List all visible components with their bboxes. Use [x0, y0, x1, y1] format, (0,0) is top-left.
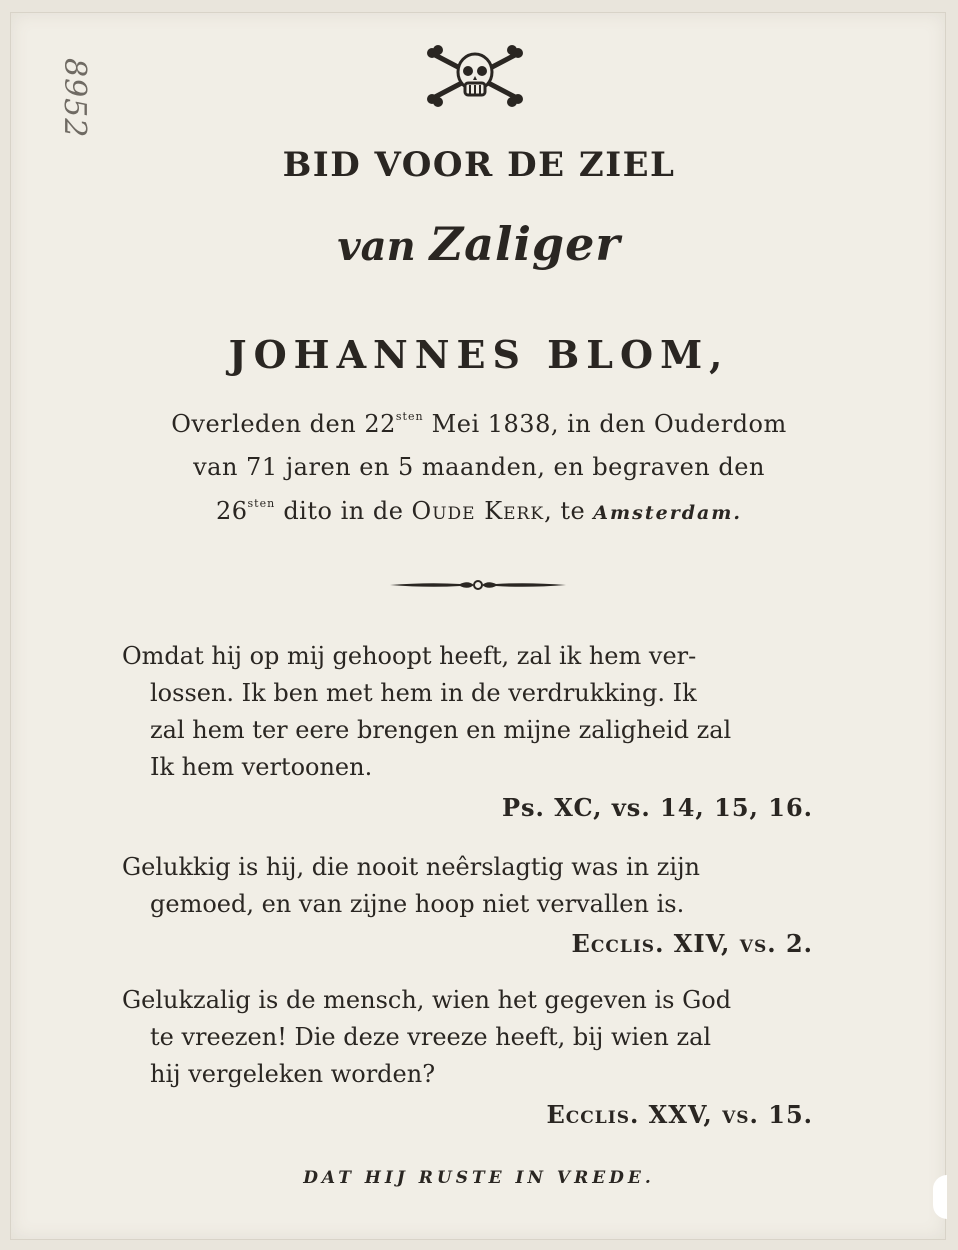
burial-post: , te [544, 497, 594, 525]
burial-date-pre: 26 [215, 497, 248, 525]
verse-1-reference: Ps. XC, vs. 14, 15, 16. [502, 793, 813, 822]
verse-2 [122, 849, 822, 923]
deceased-name: JOHANNES BLOM, [228, 332, 730, 377]
death-date-post: Mei 1838, in den Ouderdom [423, 410, 787, 438]
burial-date-sup: sten [247, 497, 276, 510]
van-word: van [337, 223, 416, 270]
verse-line: zal hem ter eere brengen en mijne zaligheid zal [150, 716, 732, 744]
city-name: Amsterdam. [593, 502, 743, 524]
inventory-number: 8952 [57, 58, 92, 139]
card-heading: BID VOOR DE ZIEL [282, 145, 676, 185]
verse-line: gemoed, en van zijne hoop niet vervallen is. [150, 890, 685, 918]
death-notice-line-3 [0, 497, 958, 525]
verse-line: Gelukkig is hij, die nooit neêrslagtig was in zijn [122, 853, 700, 881]
verse-line: te vreezen! Die deze vreeze heeft, bij wien zal [150, 1023, 712, 1051]
van-zaliger-line [0, 217, 958, 271]
death-date-sup: sten [395, 410, 424, 423]
death-date-pre: Overleden den 22 [171, 410, 396, 438]
zaliger-word: Zaliger [429, 217, 621, 271]
death-notice-line-2: van 71 jaren en 5 maanden, en begraven den [193, 453, 765, 481]
ornament-divider-icon [388, 574, 568, 596]
burial-mid: dito in de [275, 497, 412, 525]
verse-line: lossen. Ik ben met hem in de verdrukking. Ik [150, 679, 697, 707]
verse-line: Gelukzalig is de mensch, wien het gegeven is God [122, 986, 732, 1014]
verse-3 [122, 982, 822, 1093]
verse-line: hij vergeleken worden? [150, 1060, 436, 1088]
closing-prayer: DAT HIJ RUSTE IN VREDE. [303, 1168, 655, 1188]
verse-line: Ik hem vertoonen. [150, 753, 373, 781]
skull-crossbones-icon [425, 45, 525, 107]
death-notice-line-1 [0, 410, 958, 438]
verse-2-reference: Ecclis. XIV, vs. 2. [571, 929, 813, 958]
church-name: Oude Kerk [411, 497, 545, 525]
verse-3-reference: Ecclis. XXV, vs. 15. [546, 1100, 813, 1129]
verse-line: Omdat hij op mij gehoopt heeft, zal ik hem ver- [122, 642, 697, 670]
verse-1 [122, 638, 822, 786]
